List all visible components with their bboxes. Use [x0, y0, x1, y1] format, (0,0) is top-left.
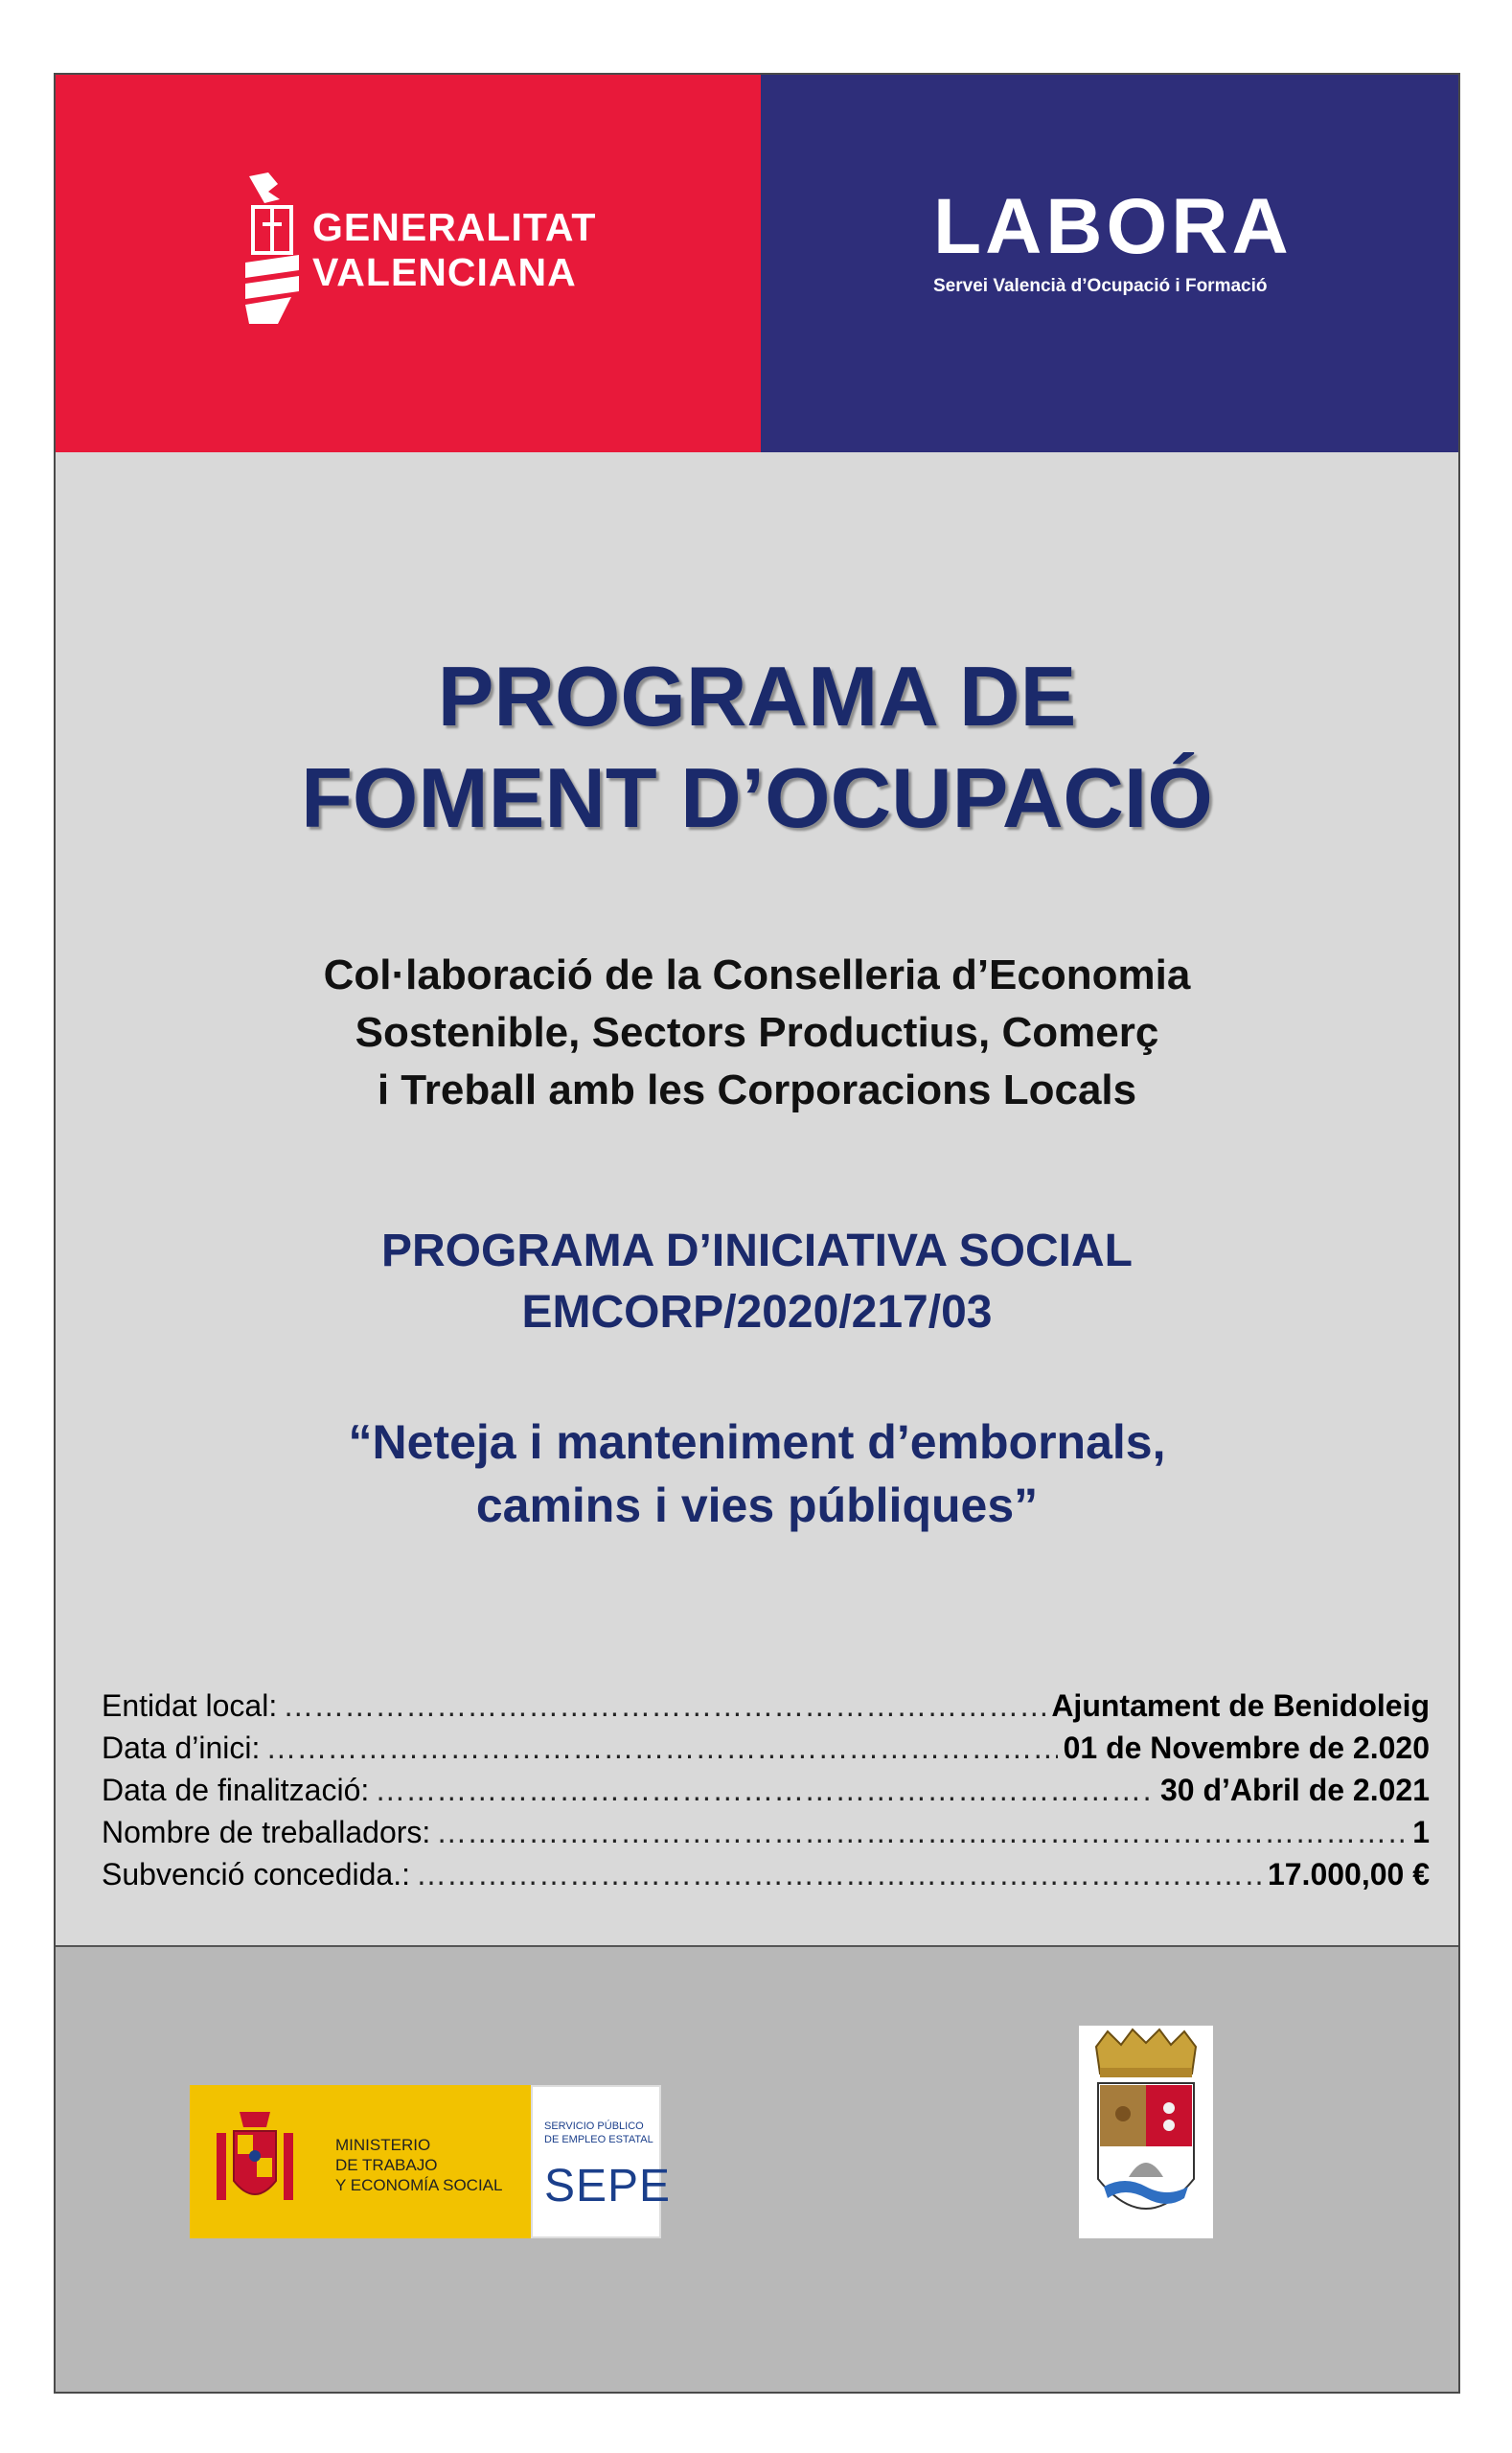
sepe-acronym: SEPE: [544, 2161, 672, 2212]
project-title-line2: camins i vies públiques”: [475, 1479, 1039, 1532]
sepe-small-line1: SERVICIO PÚBLICO: [544, 2121, 644, 2132]
detail-label: Nombre de treballadors:: [102, 1815, 431, 1849]
title-line2: FOMENT D’OCUPACIÓ: [301, 750, 1213, 845]
subtitle-line1: Col·laboració de la Conselleria d’Economia: [323, 951, 1191, 998]
detail-row-entity: [102, 1685, 1430, 1727]
generalitat-name-line2: VALENCIANA: [312, 250, 577, 294]
subtitle-line2: Sostenible, Sectors Productius, Comerç: [355, 1009, 1159, 1056]
generalitat-name: [312, 205, 596, 295]
ministry-line3: Y ECONOMÍA SOCIAL: [335, 2176, 503, 2194]
detail-row-start-date: [102, 1727, 1430, 1769]
program-code: EMCORP/2020/217/03: [521, 1287, 993, 1338]
labora-subtitle: Servei Valencià d’Ocupació i Formació: [933, 276, 1268, 296]
collaboration-text: [56, 947, 1458, 1119]
detail-value: 1: [1412, 1815, 1430, 1849]
ministry-logo: [190, 2085, 531, 2238]
ministry-name: [335, 2135, 502, 2195]
program-name: PROGRAMA D’INICIATIVA SOCIAL: [381, 1226, 1133, 1276]
detail-row-subsidy: [102, 1853, 1430, 1895]
detail-label: Data d’inici:: [102, 1731, 261, 1765]
footer-logos: [56, 1945, 1458, 2394]
leader-dots: [436, 1811, 1407, 1853]
sepe-small-line2: DE EMPLEO ESTATAL: [544, 2134, 653, 2145]
detail-row-end-date: [102, 1769, 1430, 1811]
ministry-line1: MINISTERIO: [335, 2136, 431, 2154]
title-line1: PROGRAMA DE: [437, 649, 1077, 744]
leader-dots: [375, 1769, 1155, 1811]
header-band: [56, 75, 1458, 452]
detail-value: 30 d’Abril de 2.021: [1159, 1773, 1430, 1807]
leader-dots: [283, 1685, 1045, 1727]
generalitat-logo-panel: [56, 75, 761, 452]
detail-value: 01 de Novembre de 2.020: [1063, 1731, 1430, 1765]
leader-dots: [416, 1853, 1262, 1895]
detail-value: 17.000,00 €: [1267, 1857, 1430, 1891]
spain-coat-of-arms-icon: [209, 2104, 301, 2219]
detail-row-workers: [102, 1811, 1430, 1853]
sepe-logo: [531, 2085, 672, 2238]
labora-logo-panel: [761, 75, 1460, 452]
detail-label: Subvenció concedida.:: [102, 1857, 410, 1891]
page-title: [56, 646, 1458, 849]
detail-label: Data de finalització:: [102, 1773, 370, 1807]
project-title-line1: “Neteja i manteniment d’embornals,: [348, 1415, 1166, 1469]
program-heading: [56, 1221, 1458, 1343]
poster: [54, 73, 1460, 2394]
subtitle-line3: i Treball amb les Corporacions Locals: [377, 1066, 1137, 1113]
project-title: [56, 1410, 1458, 1537]
leader-dots: [265, 1727, 1057, 1769]
details-list: [102, 1685, 1430, 1895]
detail-value: Ajuntament de Benidoleig: [1051, 1688, 1430, 1723]
ministry-line2: DE TRABAJO: [335, 2156, 438, 2174]
benidoleig-coat-of-arms-icon: [1079, 2026, 1213, 2238]
labora-title: LABORA: [933, 183, 1293, 270]
generalitat-emblem-icon: [240, 171, 305, 326]
detail-label: Entidat local:: [102, 1688, 278, 1723]
sepe-small-text: [544, 2120, 653, 2146]
generalitat-name-line1: GENERALITAT: [312, 205, 597, 249]
